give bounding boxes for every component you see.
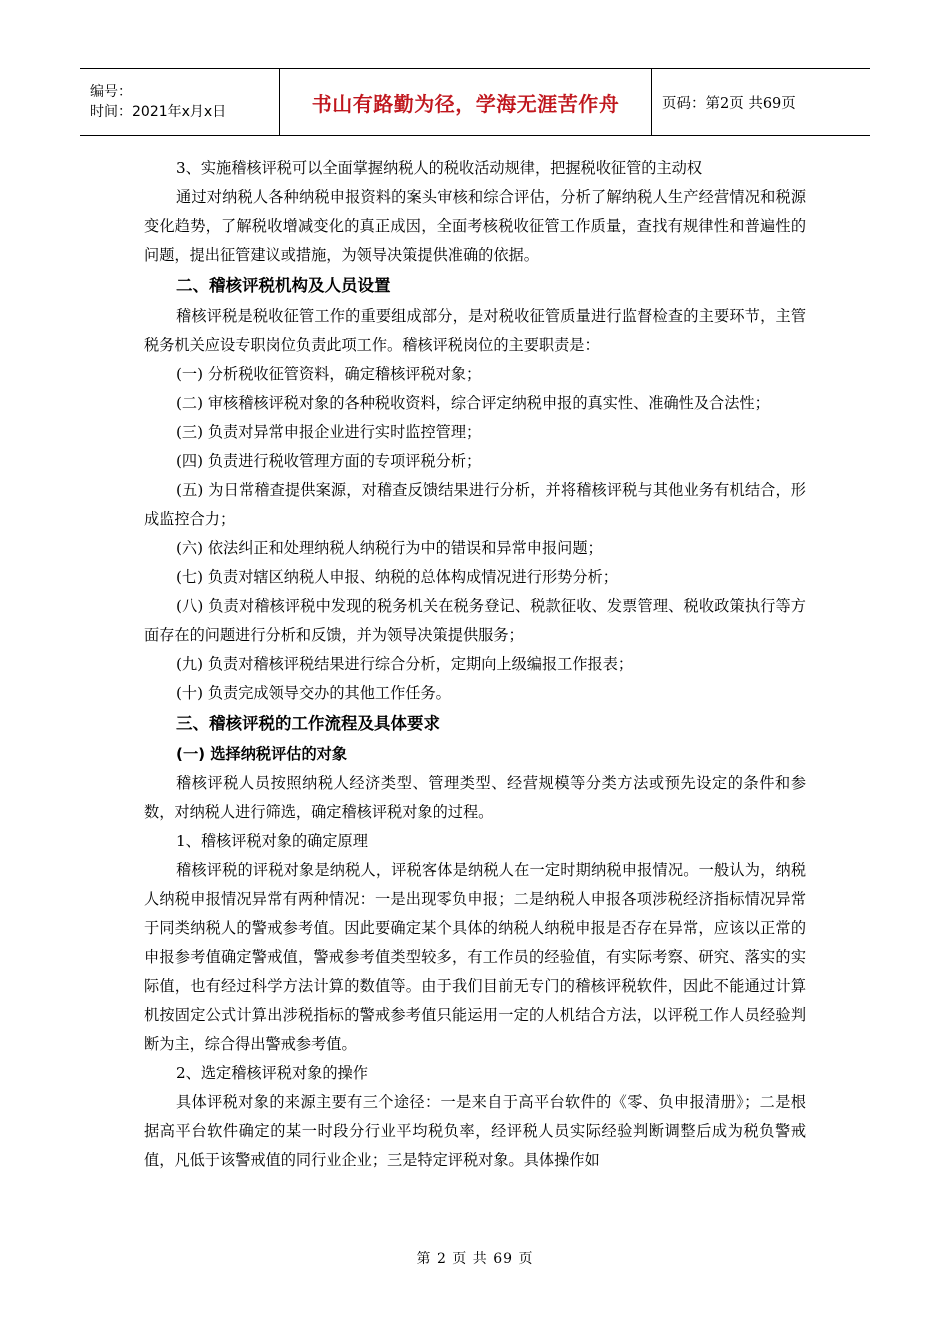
paragraph: (十) 负责完成领导交办的其他工作任务。	[176, 684, 451, 702]
header-page-cell	[652, 69, 870, 135]
paragraph: (一) 分析税收征管资料，确定稽核评税对象；	[176, 365, 482, 383]
paragraph: (五) 为日常稽查提供案源，对稽查反馈结果进行分析，并将稽核评税与其他业务有机结合，形成监控合力；	[144, 481, 806, 528]
paragraph: (二) 审核稽核评税对象的各种税收资料，综合评定纳税申报的真实性、准确性及合法性；	[176, 394, 770, 412]
paragraph: (七) 负责对辖区纳税人申报、纳税的总体构成情况进行形势分析；	[176, 568, 618, 586]
serial-label: 编号：	[90, 84, 132, 100]
document-body	[144, 154, 806, 1175]
page-footer: 第 2 页 共 69 页	[416, 1251, 534, 1267]
paragraph: 1、稽核评税对象的确定原理	[176, 832, 368, 850]
paragraph: (九) 负责对稽核评税结果进行综合分析，定期向上级编报工作报表；	[176, 655, 634, 673]
paragraph: 具体评税对象的来源主要有三个途径：一是来自于高平台软件的《零、负申报清册》；二是根据高平台软件确定的某一时段分行业平均税负率，经评税人员实际经验判断调整后成为税负警戒值，凡低于该警戒值的同行业企业；三是特定评税对象。具体操作如	[144, 1093, 806, 1169]
motto: 书山有路勤为径，学海无涯苦作舟	[311, 91, 620, 116]
paragraph: 稽核评税的评税对象是纳税人，评税客体是纳税人在一定时期纳税申报情况。一般认为，纳税人纳税申报情况异常有两种情况：一是出现零负申报；二是纳税人申报各项涉税经济指标情况异常于同类纳税人的警戒参考值。因此要确定某个具体的纳税人纳税申报是否存在异常，应该以正常的申报参考值确定警戒值，警戒参考值类型较多，有工作员的经验值，有实际考察、研究、落实的实际值，也有经过科学方法计算的数值等。由于我们目前无专门的稽核评税软件，因此不能通过计算机按固定公式计算出涉税指标的警戒参考值只能运用一定的人机结合方法，以评税工作人员经验判断为主，综合得出警戒参考值。	[144, 861, 806, 1053]
paragraph: 通过对纳税人各种纳税申报资料的案头审核和综合评估，分析了解纳税人生产经营情况和税源变化趋势，了解税收增减变化的真正成因，全面考核税收征管工作质量，查找有规律性和普遍性的问题，提出征管建议或措施，为领导决策提供准确的依据。	[144, 188, 806, 264]
header-meta	[80, 69, 280, 135]
paragraph: 2、选定稽核评税对象的操作	[176, 1064, 368, 1082]
subsection-heading: (一) 选择纳税评估的对象	[176, 745, 348, 763]
paragraph: (六) 依法纠正和处理纳税人纳税行为中的错误和异常申报问题；	[176, 539, 603, 557]
paragraph: 稽核评税是税收征管工作的重要组成部分，是对税收征管质量进行监督检查的主要环节，主管税务机关应设专职岗位负责此项工作。稽核评税岗位的主要职责是：	[144, 307, 806, 354]
paragraph: 稽核评税人员按照纳税人经济类型、管理类型、经营规模等分类方法或预先设定的条件和参数，对纳税人进行筛选，确定稽核评税对象的过程。	[144, 774, 806, 821]
section-heading: 二、稽核评税机构及人员设置	[176, 276, 391, 295]
paragraph: (八) 负责对稽核评税中发现的税务机关在税务登记、税款征收、发票管理、税收政策执行等方面存在的问题进行分析和反馈，并为领导决策提供服务；	[144, 597, 806, 644]
paragraph: 3、实施稽核评税可以全面掌握纳税人的税收活动规律，把握税收征管的主动权	[176, 159, 703, 177]
paragraph: (四) 负责进行税收管理方面的专项评税分析；	[176, 452, 482, 470]
date-label: 时间：2021年x月x日	[90, 104, 227, 120]
header-table	[80, 68, 870, 136]
header-motto-cell	[280, 69, 652, 135]
section-heading: 三、稽核评税的工作流程及具体要求	[176, 714, 440, 733]
paragraph: (三) 负责对异常申报企业进行实时监控管理；	[176, 423, 482, 441]
page-label: 页码：第2页 共69页	[662, 95, 796, 112]
